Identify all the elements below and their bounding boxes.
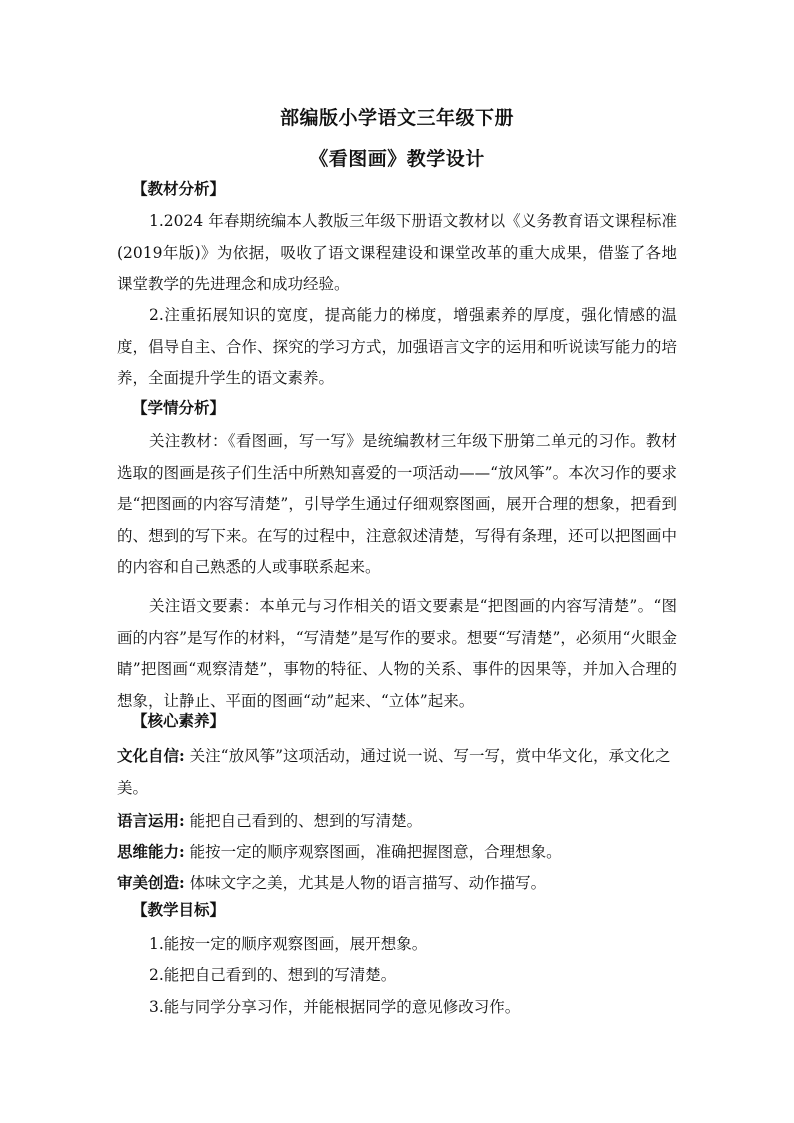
paragraph-student-analysis-2: 关注语文要素：本单元与习作相关的语文要素是“把图画的内容写清楚”。“图画的内容”是写作的材料，“写清楚”是写作的要求。想要“写清楚”，必须用“火眼金睛”把图画“观察清楚”，事物的特征、人物的关系、事件的因果等，并加入合理的想象，让静止、平面的图画“动”起来、“立体”起来。 — [117, 597, 677, 710]
section-heading-student-analysis: 【学情分析】 — [132, 398, 226, 417]
core-literacy-text: 能把自己看到的、想到的写清楚。 — [184, 812, 423, 830]
paragraph-student-analysis-1: 关注教材：《看图画，写一写》是统编教材三年级下册第二单元的习作。教材选取的图画是孩子们生活中所熟知喜爱的一项活动——“放风筝”。本次习作的要求是“把图画的内容写清楚”，引导学生通过仔细观察图画，展开合理的想象，把看到的、想到的写下来。在写的过程中，注意叙述清楚，写得有条理，还可以把图画中的内容和自己熟悉的人或事联系起来。 — [117, 432, 677, 576]
core-literacy-label: 审美创造: — [117, 873, 185, 892]
core-literacy-item-culture — [117, 740, 677, 804]
core-literacy-label: 文化自信: — [117, 746, 185, 765]
core-literacy-item-thinking — [117, 836, 677, 869]
core-literacy-item-aesthetic — [117, 867, 677, 900]
section-heading-textbook-analysis: 【教材分析】 — [132, 179, 226, 198]
section-heading-core-literacy — [132, 710, 225, 732]
teaching-goal-item-3: 3.能与同学分享习作，并能根据同学的意见修改习作。 — [149, 998, 521, 1016]
core-literacy-label: 语言运用: — [117, 811, 185, 830]
section-heading-teaching-goals: 【教学目标】 — [132, 900, 226, 919]
core-literacy-text: 关注“放风筝”这项活动，通过说一说、写一写，赏中华文化，承文化之美。 — [117, 747, 671, 797]
paragraph-textbook-analysis-2: 2.注重拓展知识的宽度，提高能力的梯度，增强素养的厚度，强化情感的温度，倡导自主、合作、探究的学习方式，加强语言文字的运用和听说读写能力的培养，全面提升学生的语文素养。 — [117, 306, 677, 387]
document-title: 部编版小学语文三年级下册 — [279, 107, 514, 129]
paragraph-textbook-analysis-1: 1.2024 年春期统编本人教版三年级下册语文教材以《义务教育语文课程标准(2019年版)》为依据，吸收了语文课程建设和课堂改革的重大成果，借鉴了各地课堂教学的先进理念和成功经验。 — [117, 212, 677, 293]
teaching-goal-item-2: 2.能把自己看到的、想到的写清楚。 — [149, 966, 397, 984]
core-literacy-label: 思维能力: — [117, 842, 185, 861]
core-literacy-item-language — [117, 805, 677, 838]
teaching-goal-item-1: 1.能按一定的顺序观察图画，展开想象。 — [149, 935, 428, 953]
document-subtitle: 《看图画》教学设计 — [309, 148, 485, 170]
core-literacy-text: 能按一定的顺序观察图画，准确把握图意，合理想象。 — [184, 843, 562, 861]
core-literacy-text: 体味文字之美，尤其是人物的语言描写、动作描写。 — [184, 874, 547, 892]
section-heading-core-literacy-text: 【核心素养】 — [132, 711, 226, 730]
